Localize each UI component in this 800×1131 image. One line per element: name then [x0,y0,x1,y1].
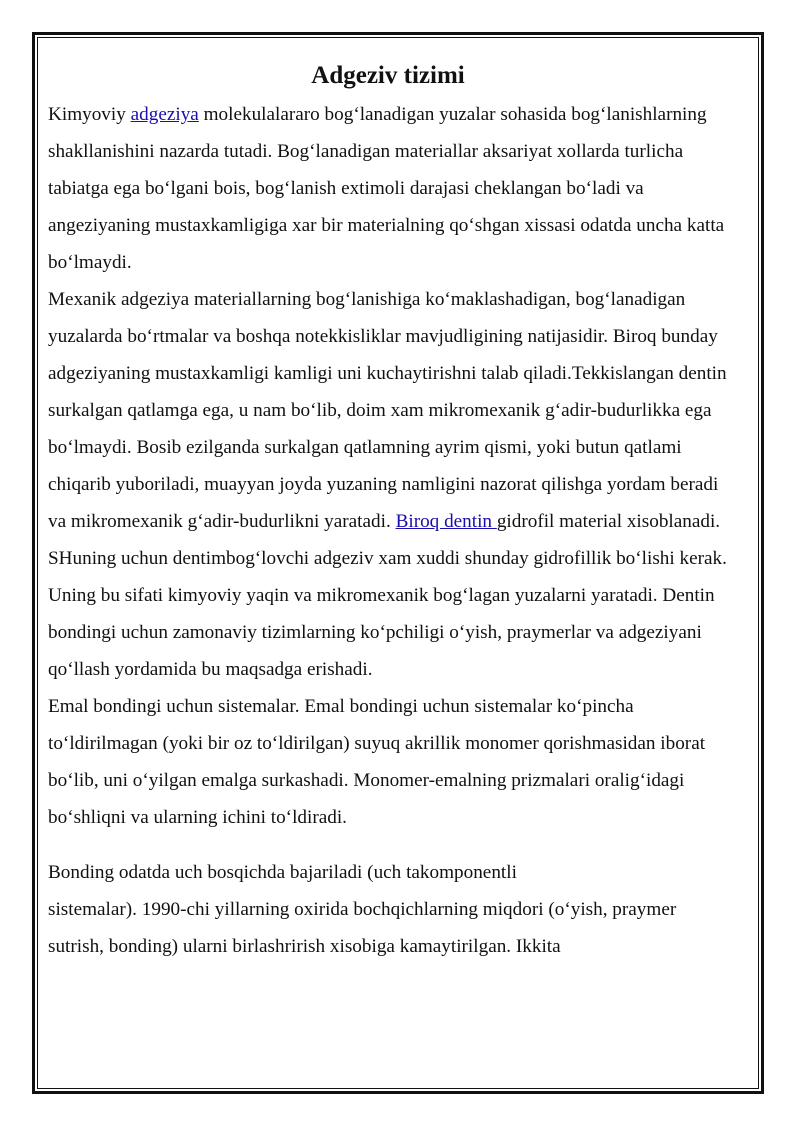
paragraph-text: sistemalar). 1990-chi yillarning oxirida bochqichlarning miqdori (o‘yish, praymer sutrish, bonding) ularni birlashrirish xisobiga kamaytirilgan. Ikkita [48,899,677,957]
paragraph-text: gidrofil material xisoblanadi. SHuning uchun dentimbog‘lovchi adgeziv xam xuddi shunday gidrofillik bo‘lishi kerak. Uning bu sifati kimyoviy yaqin va mikromexanik bog‘lagan yuzalarni yaratadi. Dentin bondingi uchun zamonaviy tizimlarning ko‘pchiligi o‘yish, praymerlar va adgeziyani qo‘llash yordamida bu maqsadga erishadi. [48,511,727,680]
document-title: Adgeziv tizimi [311,62,465,89]
paragraph-chemical-adhesion [48,96,728,281]
paragraph-mechanical-adhesion [48,281,728,688]
link-adgeziya[interactable]: adgeziya [130,104,199,125]
paragraph-text: molekulalararo bog‘lanadigan yuzalar sohasida bog‘lanishlarning shakllanishini nazarda tutadi. Bog‘lanadigan materiallar aksariyat xollarda turlicha tabiatga ega bo‘lgani bois, bog‘lanish extimoli darajasi cheklangan bo‘ladi va angeziyaning mustaxkamligiga xar bir materialning qo‘shgan xissasi odatda uncha katta bo‘lmaydi. [48,104,725,273]
link-biroq-dentin[interactable]: Biroq dentin [395,511,497,532]
paragraph-bonding-steps [48,854,728,965]
paragraph-spacer [48,836,728,854]
document-body [48,56,728,965]
paragraph-line: Bonding odatda uch bosqichda bajariladi (uch takomponentli [48,862,517,883]
paragraph-text: Mexanik adgeziya materiallarning bog‘lanishiga ko‘maklashadigan, bog‘lanadigan yuzalarda bo‘rtmalar va boshqa notekkisliklar mavjudligining natijasidir. Biroq bunday adgeziyaning mustaxkamligi kamligi uni kuchaytirishni talab qiladi.Tekkislangan dentin surkalgan qatlamga ega, u nam bo‘lib, doim xam mikromexanik g‘adir-budurlikka ega bo‘lmaydi. Bosib ezilganda surkalgan qatlamning ayrim qismi, yoki butun qatlami chiqarib yuboriladi, muayyan joyda yuzaning namligini nazorat qilishga yordam beradi va mikromexanik g‘adir-budurlikni yaratadi. [48,289,727,532]
paragraph-enamel-bonding: Emal bondingi uchun sistemalar. Emal bondingi uchun sistemalar ko‘pincha to‘ldirilmagan (yoki bir oz to‘ldirilgan) suyuq akrillik monomer qorishmasidan iborat bo‘lib, uni o‘yilgan emalga surkashadi. Monomer-emalning prizmalari oralig‘idagi bo‘shliqni va ularning ichini to‘ldiradi. [48,696,706,828]
paragraph-text: Kimyoviy [48,104,131,125]
